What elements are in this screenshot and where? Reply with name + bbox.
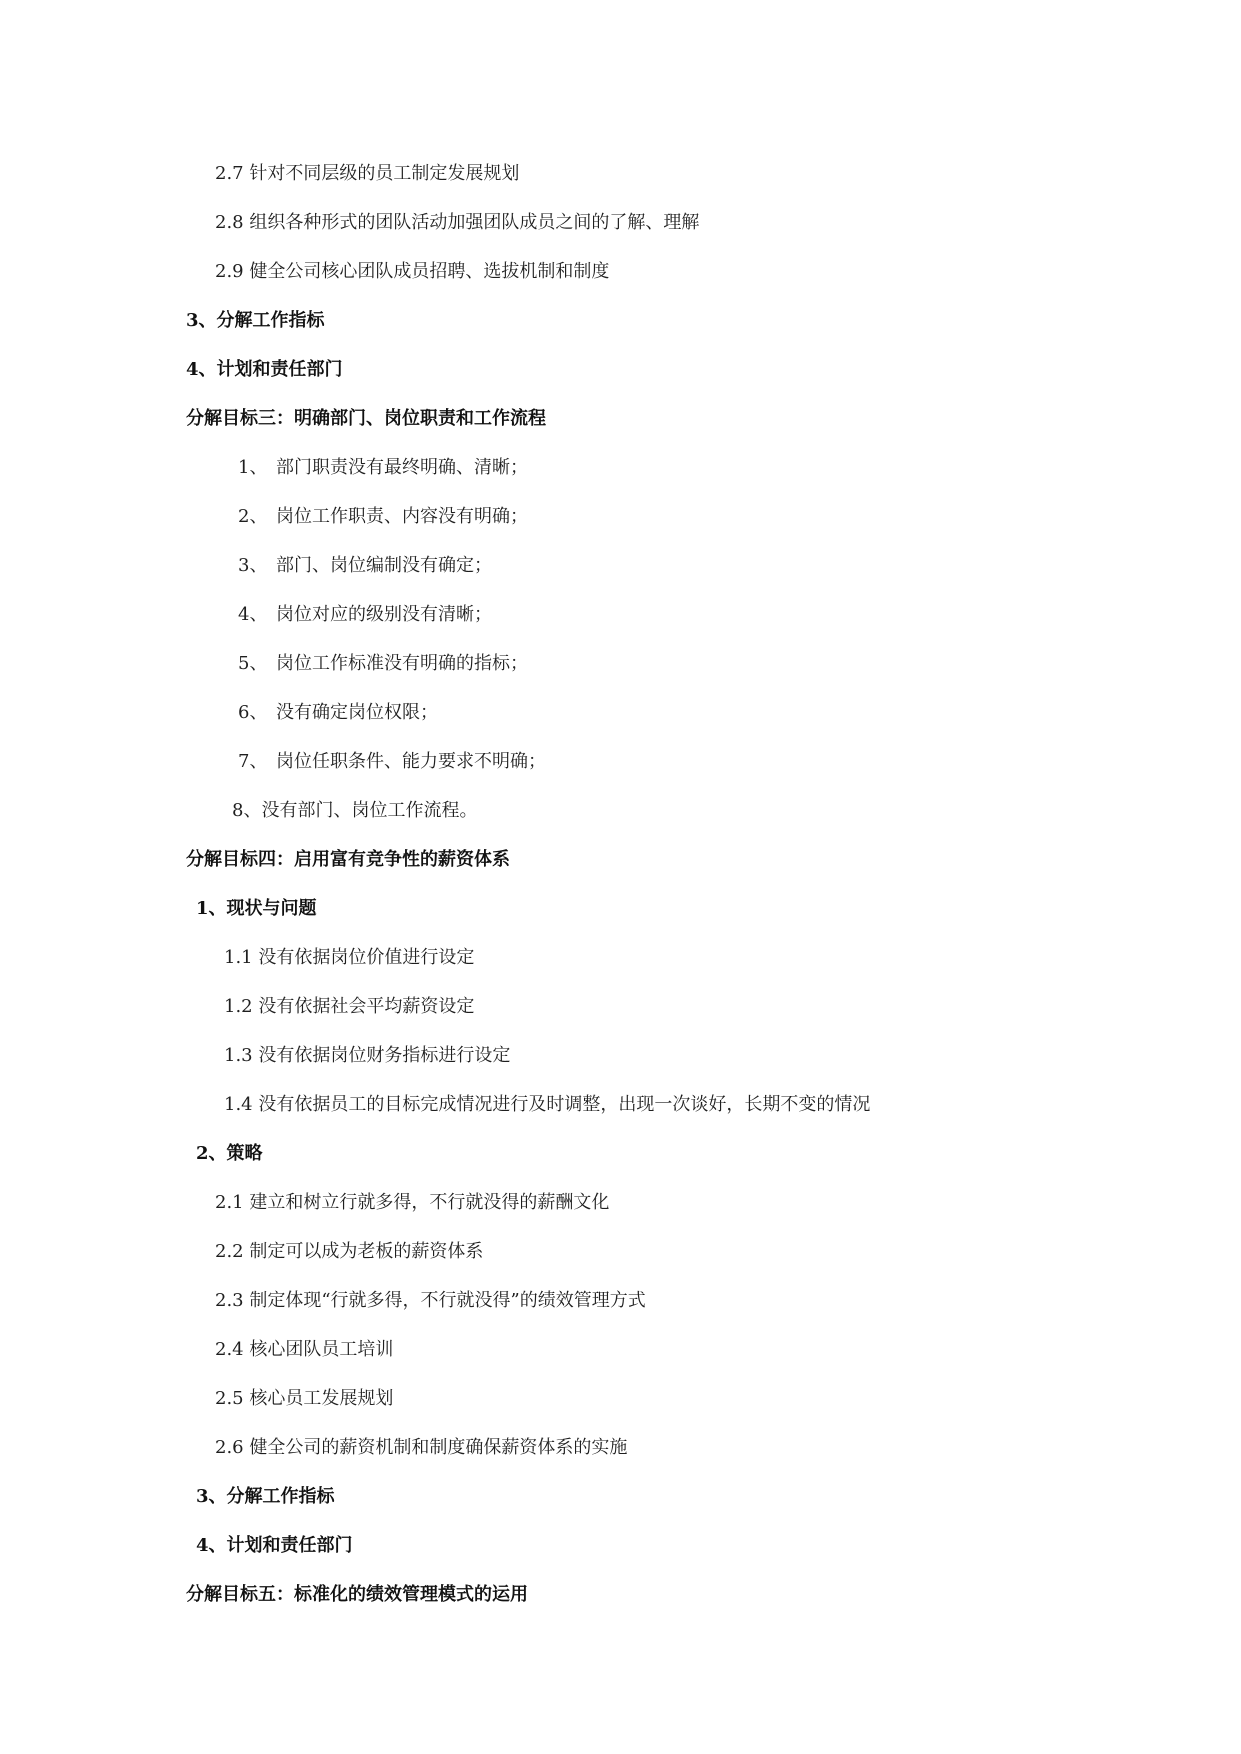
list-item xyxy=(238,554,492,578)
list-item-number: 6、 xyxy=(238,702,268,723)
list-item xyxy=(238,652,528,676)
goal-three-title: 分解目标三：明确部门、岗位职责和工作流程 xyxy=(186,408,546,429)
list-item-text: 岗位工作职责、内容没有明确； xyxy=(276,506,528,527)
list-item-1-3: 1.3 没有依据岗位财务指标进行设定 xyxy=(224,1045,511,1066)
heading-3-work-indicators: 3、分解工作指标 xyxy=(186,310,325,331)
list-item-number: 4、 xyxy=(238,604,268,625)
list-item xyxy=(238,505,528,529)
list-item-text: 岗位对应的级别没有清晰； xyxy=(276,604,492,625)
list-item-text: 部门职责没有最终明确、清晰； xyxy=(276,457,528,478)
list-item-number: 5、 xyxy=(238,653,268,674)
list-item-2-7: 2.7 针对不同层级的员工制定发展规划 xyxy=(215,163,520,184)
list-item-text: 没有确定岗位权限； xyxy=(276,702,438,723)
heading-3-work-indicators: 3、分解工作指标 xyxy=(196,1486,335,1507)
list-item-2-3: 2.3 制定体现“行就多得，不行就没得”的绩效管理方式 xyxy=(215,1290,646,1311)
list-item-text: 岗位任职条件、能力要求不明确； xyxy=(276,751,546,772)
list-item-number: 1、 xyxy=(238,457,268,478)
list-item-text: 部门、岗位编制没有确定； xyxy=(276,555,492,576)
list-item xyxy=(238,603,492,627)
list-item-8: 8、没有部门、岗位工作流程。 xyxy=(232,800,478,821)
list-item-2-9: 2.9 健全公司核心团队成员招聘、选拔机制和制度 xyxy=(215,261,610,282)
list-item-number: 3、 xyxy=(238,555,268,576)
list-item-2-2: 2.2 制定可以成为老板的薪资体系 xyxy=(215,1241,484,1262)
list-item-2-1: 2.1 建立和树立行就多得，不行就没得的薪酬文化 xyxy=(215,1192,610,1213)
list-item xyxy=(238,456,528,480)
goal-five-title: 分解目标五：标准化的绩效管理模式的运用 xyxy=(186,1584,528,1605)
list-item-number: 7、 xyxy=(238,751,268,772)
list-item-2-8: 2.8 组织各种形式的团队活动加强团队成员之间的了解、理解 xyxy=(215,212,700,233)
goal-four-title: 分解目标四：启用富有竞争性的薪资体系 xyxy=(186,849,510,870)
list-item-1-1: 1.1 没有依据岗位价值进行设定 xyxy=(224,947,475,968)
list-item-1-2: 1.2 没有依据社会平均薪资设定 xyxy=(224,996,475,1017)
heading-4-plan-departments: 4、计划和责任部门 xyxy=(186,359,343,380)
list-item-number: 2、 xyxy=(238,506,268,527)
list-item-2-6: 2.6 健全公司的薪资机制和制度确保薪资体系的实施 xyxy=(215,1437,628,1458)
list-item-1-4: 1.4 没有依据员工的目标完成情况进行及时调整，出现一次谈好，长期不变的情况 xyxy=(224,1094,871,1115)
list-item-2-5: 2.5 核心员工发展规划 xyxy=(215,1388,394,1409)
list-item-text: 岗位工作标准没有明确的指标； xyxy=(276,653,528,674)
list-item xyxy=(238,750,546,774)
list-item xyxy=(238,701,438,725)
heading-4-plan-departments: 4、计划和责任部门 xyxy=(196,1535,353,1556)
heading-1-status-problems: 1、现状与问题 xyxy=(196,898,317,919)
list-item-2-4: 2.4 核心团队员工培训 xyxy=(215,1339,394,1360)
heading-2-strategy: 2、策略 xyxy=(196,1143,263,1164)
